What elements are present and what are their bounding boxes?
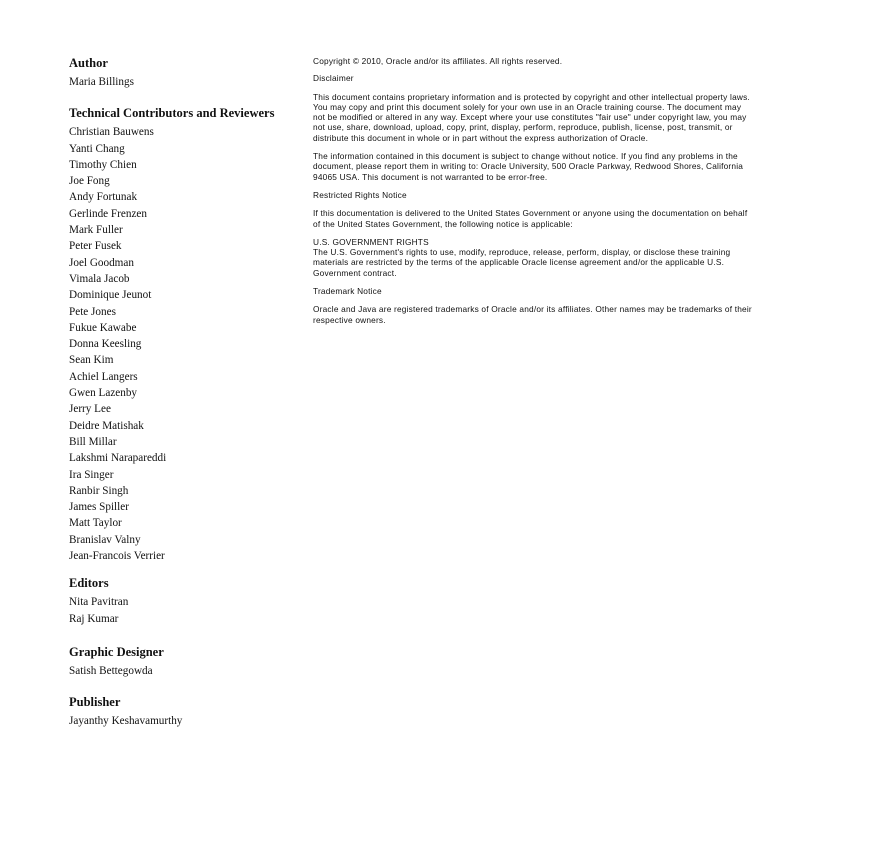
contributors-heading: Technical Contributors and Reviewers (69, 106, 275, 121)
editor-name: Raj Kumar (69, 612, 119, 625)
trademark-heading: Trademark Notice (313, 286, 382, 297)
change-notice-paragraph: The information contained in this document is subject to change without notice. If you find any problems in the document, please report them in writing to: Oracle University, 500 Oracle Parkway, Redwood Shores, California 94065 USA. This document is not warranted to be error-free. (313, 151, 744, 182)
contributor-name: Andy Fortunak (69, 191, 138, 204)
contributors-list (69, 124, 289, 564)
graphic-designer-section (69, 645, 289, 679)
contributor-name: Timothy Chien (69, 158, 137, 171)
restricted-rights-heading: Restricted Rights Notice (313, 189, 407, 200)
government-rights-heading: U.S. GOVERNMENT RIGHTS (313, 236, 429, 247)
contributor-name: Achiel Langers (69, 370, 138, 383)
contributor-name: James Spiller (69, 501, 129, 514)
contributor-name: Joel Goodman (69, 256, 134, 269)
copyright-notice: Copyright © 2010, Oracle and/or its affiliates. All rights reserved. (313, 56, 563, 66)
editors-heading: Editors (69, 576, 109, 591)
government-rights-paragraph: The U.S. Government's rights to use, modify, reproduce, release, perform, display, or disclose these training materials are restricted by the terms of the applicable Oracle license agreement and/or the applicable U.S. Government contract. (313, 247, 731, 278)
contributor-name: Peter Fusek (69, 240, 122, 253)
contributor-name: Vimala Jacob (69, 272, 130, 285)
contributor-name: Christian Bauwens (69, 126, 154, 139)
contributor-name: Mark Fuller (69, 224, 123, 237)
disclaimer-paragraph: This document contains proprietary information and is protected by copyright and other intellectual property laws. You may copy and print this document solely for your own use in an Oracle training course. The document may not be modified or altered in any way. Except where your use constitutes "fair use" under copyright law, you may not use, share, download, upload, copy, print, display, perform, reproduce, publish, license, post, transmit, or distribute this document in whole or in part without the express authorization of Oracle. (313, 91, 750, 143)
contributor-name: Dominique Jeunot (69, 289, 152, 302)
trademark-paragraph: Oracle and Java are registered trademarks of Oracle and/or its affiliates. Other names may be trademarks of their respective owners. (313, 304, 752, 325)
legal-notice-column (313, 56, 753, 333)
contributor-name: Ranbir Singh (69, 484, 129, 497)
contributor-name: Branislav Valny (69, 533, 141, 546)
contributor-name: Matt Taylor (69, 517, 122, 530)
contributor-name: Jerry Lee (69, 403, 111, 416)
contributor-name: Donna Keesling (69, 338, 142, 351)
credits-column (69, 56, 289, 744)
contributor-name: Sean Kim (69, 354, 114, 367)
contributor-name: Bill Millar (69, 435, 117, 448)
contributor-name: Fukue Kawabe (69, 321, 137, 334)
contributor-name: Joe Fong (69, 175, 110, 188)
author-name: Maria Billings (69, 76, 134, 88)
contributor-name: Gerlinde Frenzen (69, 207, 147, 220)
contributor-name: Deidre Matishak (69, 419, 144, 432)
contributor-name: Pete Jones (69, 305, 116, 318)
publisher-section (69, 695, 289, 729)
author-heading: Author (69, 56, 108, 70)
publisher-name: Jayanthy Keshavamurthy (69, 715, 183, 728)
disclaimer-heading: Disclaimer (313, 73, 354, 84)
contributor-name: Gwen Lazenby (69, 387, 138, 400)
contributor-name: Ira Singer (69, 468, 114, 481)
contributor-name: Lakshmi Narapareddi (69, 452, 167, 465)
editors-section (69, 576, 289, 627)
graphic-designer-heading: Graphic Designer (69, 644, 164, 659)
publisher-heading: Publisher (69, 695, 121, 710)
editor-name: Nita Pavitran (69, 596, 129, 609)
graphic-designer-name: Satish Bettegowda (69, 664, 153, 677)
contributors-section (69, 106, 289, 564)
contributor-name: Yanti Chang (69, 142, 125, 155)
contributor-name: Jean-Francois Verrier (69, 550, 165, 563)
restricted-rights-paragraph: If this documentation is delivered to the United States Government or anyone using the documentation on behalf of the United States Government, the following notice is applicable: (313, 208, 748, 229)
author-section (69, 56, 289, 90)
